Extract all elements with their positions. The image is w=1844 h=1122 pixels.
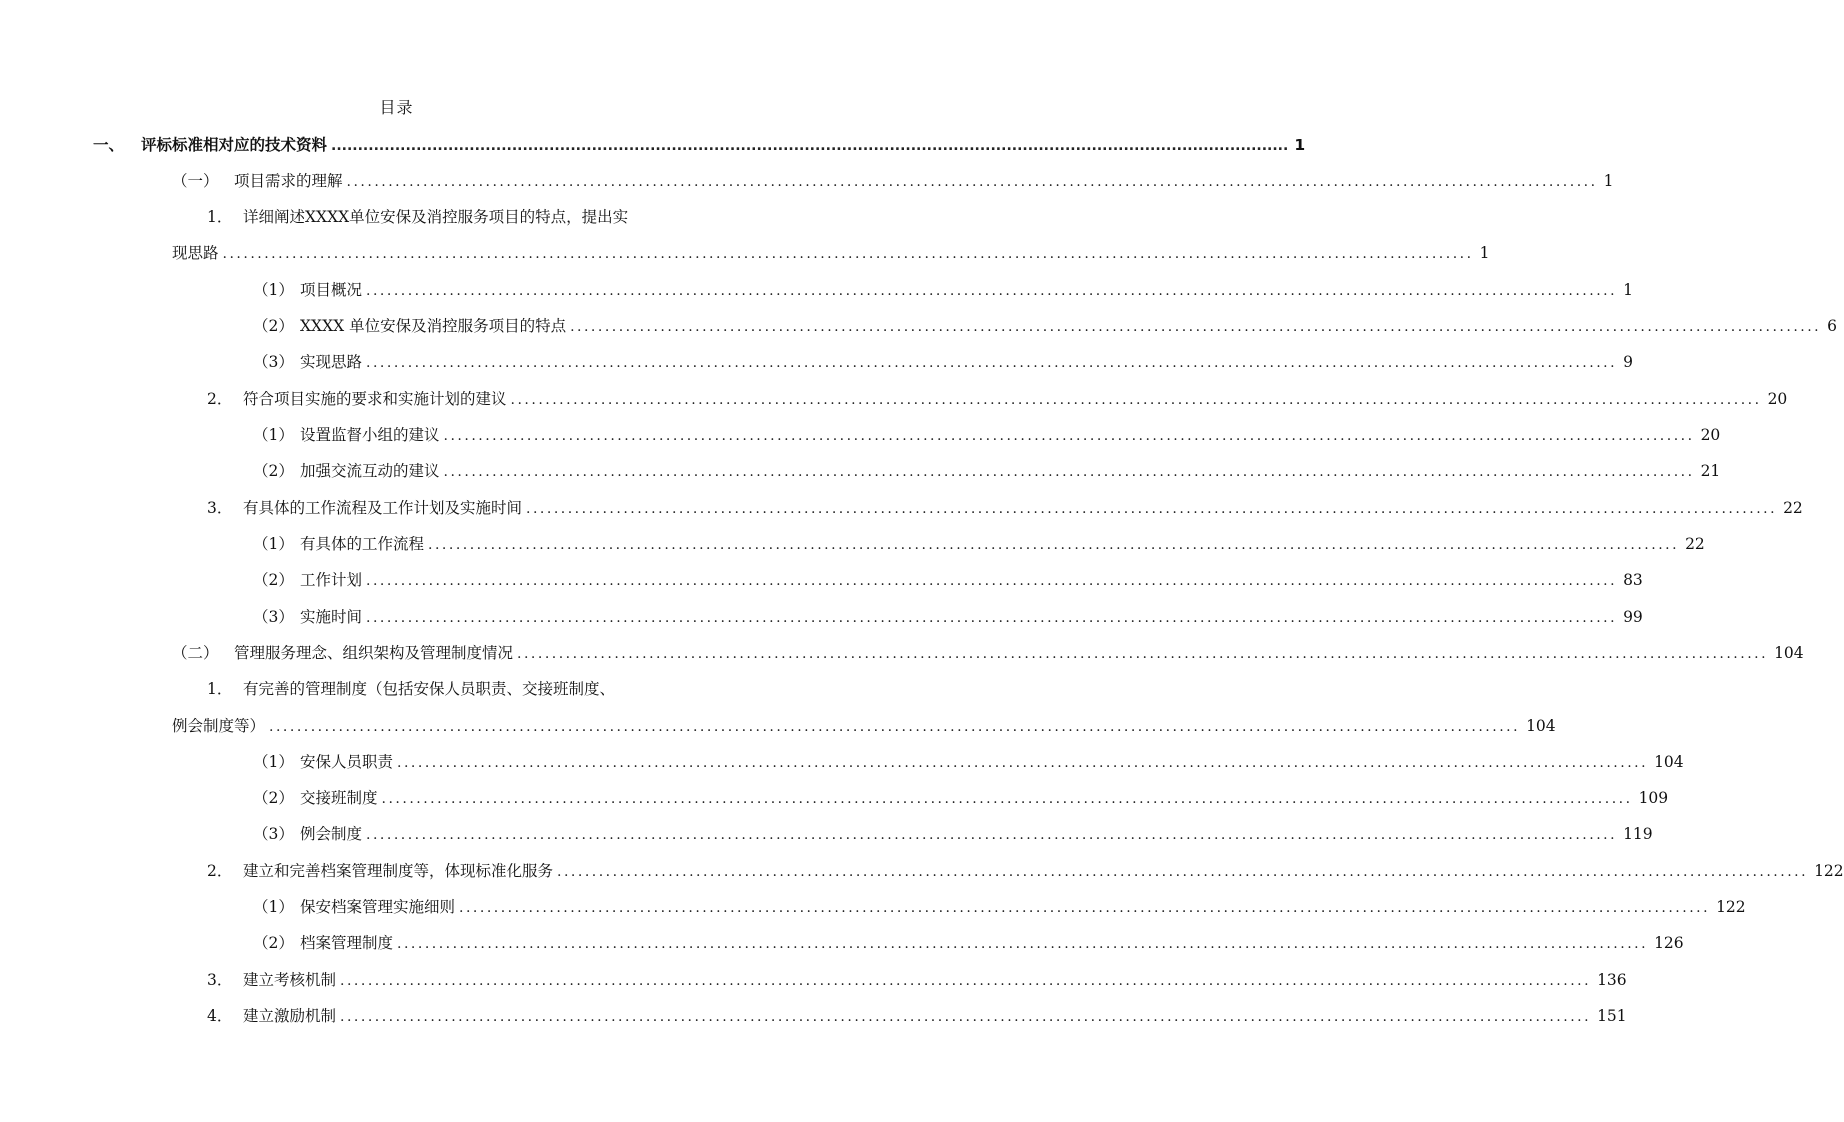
toc-text: 项目需求的理解 xyxy=(234,172,343,190)
toc-page-number: 1 xyxy=(1479,244,1490,262)
toc-number: （2） xyxy=(253,789,294,807)
toc-leader: .................................................................................................................................................................................... xyxy=(517,646,1769,662)
toc-page-number: 1 xyxy=(1623,281,1633,299)
toc-entry-level4[interactable] xyxy=(253,314,1837,338)
toc-text: 评标标准相对应的技术资料 xyxy=(141,136,328,154)
toc-number: 3． xyxy=(207,499,233,517)
toc-entry-level2[interactable] xyxy=(172,169,1614,193)
toc-text: 设置监督小组的建议 xyxy=(300,426,440,444)
toc-leader: .................................................................................................................................................................................... xyxy=(222,246,1474,262)
toc-text: 例会制度 xyxy=(300,825,363,843)
toc-entry-level3[interactable] xyxy=(207,859,1844,883)
toc-leader: .................................................................................................................................................................................... xyxy=(340,1009,1592,1025)
toc-text: 交接班制度 xyxy=(300,789,378,807)
toc-leader: .................................................................................................................................................................................... xyxy=(526,501,1778,517)
toc-number: （3） xyxy=(253,825,294,843)
toc-leader: .................................................................................................................................................................................... xyxy=(340,973,1592,989)
toc-page-number: 104 xyxy=(1774,644,1804,662)
toc-page-number: 1 xyxy=(1603,172,1614,190)
toc-text: 实现思路 xyxy=(300,353,363,371)
toc-leader: .................................................................................................................................................................................... xyxy=(428,537,1680,553)
toc-page-number: 22 xyxy=(1783,499,1803,517)
toc-leader: .................................................................................................................................................................................... xyxy=(397,755,1649,771)
toc-entry-level3-first-line[interactable] xyxy=(207,677,615,701)
toc-page-number: 20 xyxy=(1700,426,1721,444)
toc-page-number: 119 xyxy=(1623,825,1653,843)
toc-text: 安保人员职责 xyxy=(300,753,394,771)
toc-entry-level4[interactable] xyxy=(253,350,1633,374)
toc-number: （二） xyxy=(172,644,219,662)
toc-entry-level3[interactable] xyxy=(207,496,1803,520)
toc-leader: .................................................................................................................................................................................... xyxy=(510,392,1762,408)
toc-leader: .................................................................................................................................................................................... xyxy=(366,355,1618,371)
toc-text: 建立考核机制 xyxy=(243,971,337,989)
toc-entry-level4[interactable] xyxy=(253,786,1669,810)
toc-number: （3） xyxy=(253,353,294,371)
toc-text-cont: 例会制度等） xyxy=(172,717,266,735)
toc-text: 管理服务理念、组织架构及管理制度情况 xyxy=(234,644,514,662)
toc-page-number: 109 xyxy=(1638,789,1669,807)
toc-entry-level4[interactable] xyxy=(253,532,1705,556)
toc-text: 保安档案管理实施细则 xyxy=(300,898,456,916)
toc-entry-level4[interactable] xyxy=(253,278,1633,302)
toc-text: 档案管理制度 xyxy=(300,934,394,952)
toc-number: （2） xyxy=(253,462,294,480)
toc-leader: .................................................................................................................................................................................... xyxy=(557,864,1809,880)
toc-text: XXXX 单位安保及消控服务项目的特点 xyxy=(300,317,567,335)
toc-leader: .................................................................................................................................................................................... xyxy=(366,573,1618,589)
toc-entry-level3-first-line[interactable] xyxy=(207,205,628,229)
toc-text: 有具体的工作流程 xyxy=(300,535,425,553)
toc-page-number: 22 xyxy=(1685,535,1705,553)
toc-page-number: 83 xyxy=(1623,571,1643,589)
toc-number: 1． xyxy=(207,680,233,698)
toc-number: （1） xyxy=(253,535,294,553)
toc-text: 有完善的管理制度（包括安保人员职责、交接班制度、 xyxy=(243,680,616,698)
toc-page-number: 99 xyxy=(1623,608,1643,626)
toc-page-number: 6 xyxy=(1827,317,1837,335)
toc-entry-level4[interactable] xyxy=(253,423,1721,447)
toc-text: 建立激励机制 xyxy=(243,1007,337,1025)
toc-leader: .................................................................................................................................................................................... xyxy=(570,319,1822,335)
toc-number: 1． xyxy=(207,208,233,226)
toc-page-number: 122 xyxy=(1814,862,1844,880)
toc-text: 加强交流互动的建议 xyxy=(300,462,440,480)
toc-leader: .................................................................................................................................................................................... xyxy=(366,283,1618,299)
toc-number: （2） xyxy=(253,317,294,335)
toc-number: （1） xyxy=(253,426,294,444)
toc-page-number: 21 xyxy=(1700,462,1721,480)
toc-number: 2． xyxy=(207,862,233,880)
toc-entry-level4[interactable] xyxy=(253,822,1653,846)
toc-leader: .................................................................................................................................................................................... xyxy=(366,827,1618,843)
toc-leader: .................................................................................................................................................................................... xyxy=(366,610,1618,626)
toc-text: 详细阐述XXXX单位安保及消控服务项目的特点，提出实 xyxy=(243,208,629,226)
toc-number: （2） xyxy=(253,934,294,952)
toc-entry-level4[interactable] xyxy=(253,895,1746,919)
toc-number: （一） xyxy=(172,172,219,190)
toc-number: （3） xyxy=(253,608,294,626)
toc-number: 3． xyxy=(207,971,233,989)
toc-text-cont: 现思路 xyxy=(172,244,219,262)
toc-number: 2． xyxy=(207,390,233,408)
toc-leader: .................................................................................................................................................................................... xyxy=(397,936,1649,952)
toc-leader: .................................................................................................................................................................................... xyxy=(269,719,1521,735)
page-title: 目录 xyxy=(379,98,414,117)
toc-page-number: 104 xyxy=(1654,753,1684,771)
toc-text: 实施时间 xyxy=(300,608,363,626)
toc-text: 有具体的工作流程及工作计划及实施时间 xyxy=(243,499,523,517)
toc-entry-level3[interactable] xyxy=(207,1004,1627,1028)
toc-leader: .................................................................................................................................................................................... xyxy=(331,138,1289,154)
toc-entry-level3-cont[interactable] xyxy=(172,241,1490,265)
toc-page-number: 20 xyxy=(1767,390,1788,408)
toc-page-number: 1 xyxy=(1294,136,1306,154)
toc-number: （2） xyxy=(253,571,294,589)
toc-entry-level4[interactable] xyxy=(253,459,1721,483)
toc-page-number: 122 xyxy=(1716,898,1746,916)
toc-entry-level4[interactable] xyxy=(253,750,1684,774)
toc-entry-level2[interactable] xyxy=(172,641,1804,665)
toc-text: 工作计划 xyxy=(300,571,363,589)
toc-entry-level3-cont[interactable] xyxy=(172,714,1556,738)
toc-number: （1） xyxy=(253,281,294,299)
toc-entry-level3[interactable] xyxy=(207,387,1788,411)
toc-number: （1） xyxy=(253,753,294,771)
toc-page-number: 126 xyxy=(1654,934,1684,952)
toc-page-number: 9 xyxy=(1623,353,1633,371)
toc-leader: .................................................................................................................................................................................... xyxy=(346,174,1598,190)
toc-page-number: 136 xyxy=(1597,971,1627,989)
toc-text: 符合项目实施的要求和实施计划的建议 xyxy=(243,390,507,408)
toc-entry-level3[interactable] xyxy=(207,968,1627,992)
toc-entry-level4[interactable] xyxy=(253,931,1684,955)
toc-leader: .................................................................................................................................................................................... xyxy=(443,464,1695,480)
toc-number: （1） xyxy=(253,898,294,916)
toc-entry-level1[interactable] xyxy=(93,133,1306,157)
toc-text: 建立和完善档案管理制度等，体现标准化服务 xyxy=(243,862,554,880)
toc-text: 项目概况 xyxy=(300,281,363,299)
toc-leader: .................................................................................................................................................................................... xyxy=(443,428,1695,444)
toc-number: 4． xyxy=(207,1007,233,1025)
toc-leader: .................................................................................................................................................................................... xyxy=(381,791,1633,807)
toc-number: 一、 xyxy=(93,136,125,154)
toc-page-number: 151 xyxy=(1597,1007,1627,1025)
toc-page-number: 104 xyxy=(1526,717,1556,735)
toc-entry-level4[interactable] xyxy=(253,605,1643,629)
toc-leader: .................................................................................................................................................................................... xyxy=(459,900,1711,916)
toc-entry-level4[interactable] xyxy=(253,568,1643,592)
